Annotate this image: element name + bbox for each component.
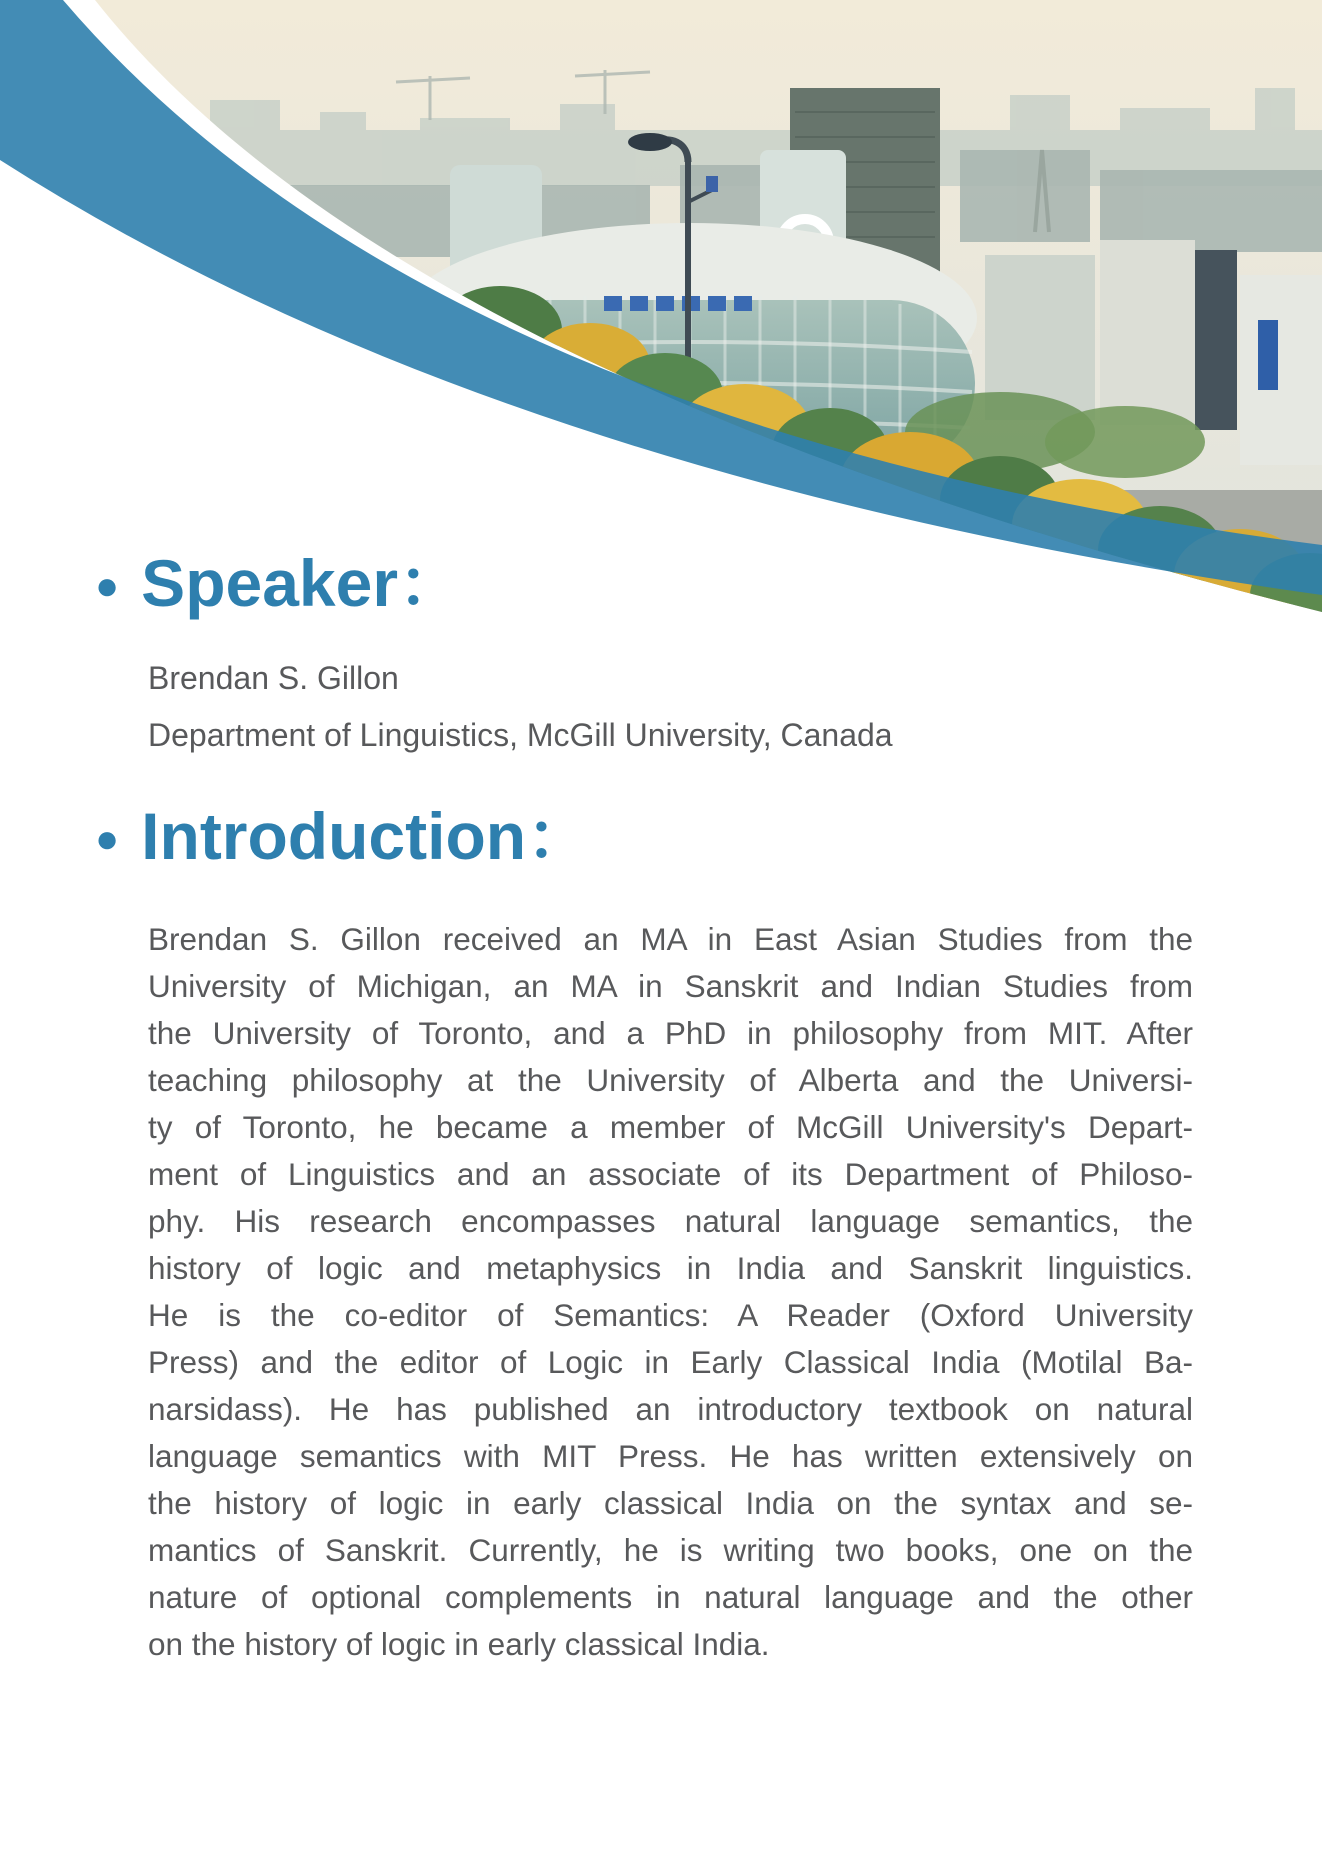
paragraph-line: Press) and the editor of Logic in Early Classical India (Motilal Ba- xyxy=(148,1344,1193,1380)
paragraph-line: nature of optional complements in natural language and the other xyxy=(148,1579,1193,1615)
paragraph-line: ty of Toronto, he became a member of McGill University's Depart- xyxy=(148,1109,1193,1145)
speaker-title: Speaker： xyxy=(141,546,465,620)
small-flag xyxy=(706,176,718,192)
paragraph-line: Brendan S. Gillon received an MA in East Asian Studies from the xyxy=(148,921,1193,957)
paragraph-line: narsidass). He has published an introductory textbook on natural xyxy=(148,1391,1193,1427)
paragraph-line: the University of Toronto, and a PhD in philosophy from MIT. After xyxy=(148,1015,1193,1051)
paragraph-line: He is the co-editor of Semantics: A Reader (Oxford University xyxy=(148,1297,1193,1333)
introduction-body xyxy=(148,916,1193,1668)
speaker-info xyxy=(148,650,893,764)
paragraph-line: language semantics with MIT Press. He has written extensively on xyxy=(148,1438,1193,1474)
introduction-title: Introduction： xyxy=(141,799,593,873)
paragraph-line: mantics of Sanskrit. Currently, he is writing two books, one on the xyxy=(148,1532,1193,1568)
paragraph-line: phy. His research encompasses natural language semantics, the xyxy=(148,1203,1193,1239)
paragraph-line: the history of logic in early classical India on the syntax and se- xyxy=(148,1485,1193,1521)
speaker-name: Brendan S. Gillon xyxy=(148,660,399,696)
paragraph-line: history of logic and metaphysics in India and Sanskrit linguistics. xyxy=(148,1250,1193,1286)
paragraph-line: teaching philosophy at the University of Alberta and the Universi- xyxy=(148,1062,1193,1098)
speaker-heading xyxy=(95,546,465,620)
bullet-icon: ● xyxy=(95,564,120,608)
paragraph-line: on the history of logic in early classical India. xyxy=(148,1626,770,1662)
introduction-heading xyxy=(95,799,593,873)
paragraph-line: ment of Linguistics and an associate of its Department of Philoso- xyxy=(148,1156,1193,1192)
blue-banner xyxy=(1258,320,1278,390)
bullet-icon: ● xyxy=(95,817,120,861)
paragraph-line: University of Michigan, an MA in Sanskrit and Indian Studies from xyxy=(148,968,1193,1004)
speaker-affiliation: Department of Linguistics, McGill University, Canada xyxy=(148,717,893,753)
